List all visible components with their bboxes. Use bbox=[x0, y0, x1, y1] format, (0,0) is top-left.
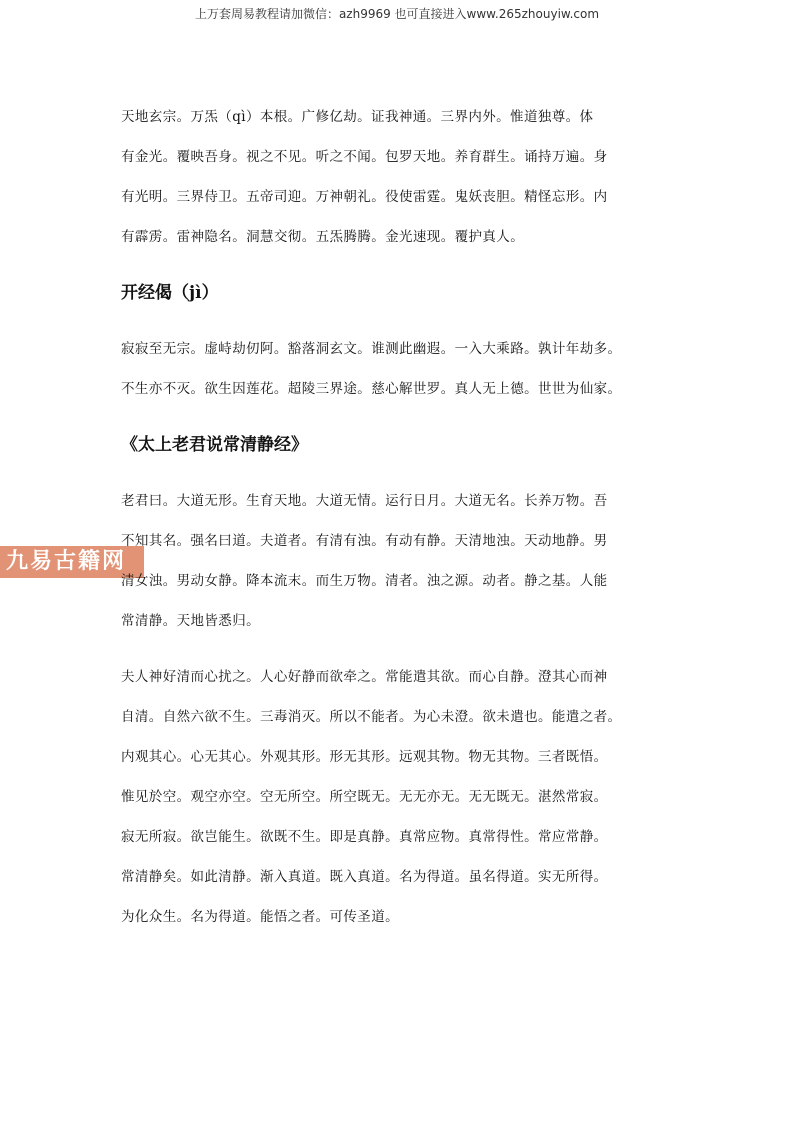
text-line: 自清。自然六欲不生。三毒消灭。所以不能者。为心未澄。欲未遣也。能遣之者。 bbox=[121, 709, 622, 725]
kaijing-paragraph bbox=[121, 332, 681, 412]
document-body bbox=[121, 100, 681, 940]
text-line: 老君曰。大道无形。生育天地。大道无情。运行日月。大道无名。长养万物。吾 bbox=[121, 493, 608, 509]
text-line: 寂寂至无宗。虚峙劫仞阿。豁落洞玄文。谁测此幽遐。一入大乘路。孰计年劫多。 bbox=[121, 341, 622, 357]
sutra-title: 《太上老君说常清静经》 bbox=[121, 435, 308, 455]
sutra-paragraph-2 bbox=[121, 660, 681, 940]
text-line: 清女浊。男动女静。降本流末。而生万物。清者。浊之源。动者。静之基。人能 bbox=[121, 573, 608, 589]
text-line: 有金光。覆映吾身。视之不见。听之不闻。包罗天地。养育群生。诵持万遍。身 bbox=[121, 149, 608, 165]
text-line: 不生亦不灭。欲生因莲花。超陵三界途。慈心解世罗。真人无上德。世世为仙家。 bbox=[121, 381, 622, 397]
text-line: 不知其名。强名曰道。夫道者。有清有浊。有动有静。天清地浊。天动地静。男 bbox=[121, 533, 608, 549]
text-line: 为化众生。名为得道。能悟之者。可传圣道。 bbox=[121, 909, 399, 925]
kaijing-heading: 开经偈（jì） bbox=[121, 283, 219, 303]
text-line: 常清静矣。如此清静。渐入真道。既入真道。名为得道。虽名得道。实无所得。 bbox=[121, 869, 608, 885]
text-line: 夫人神好清而心扰之。人心好静而欲牵之。常能遣其欲。而心自静。澄其心而神 bbox=[121, 669, 608, 685]
sutra-paragraph-1 bbox=[121, 484, 681, 644]
watermark-stamp: 九易古籍网 bbox=[0, 546, 144, 578]
text-line: 惟见於空。观空亦空。空无所空。所空既无。无无亦无。无无既无。湛然常寂。 bbox=[121, 789, 608, 805]
text-line: 天地玄宗。万炁（qì）本根。广修亿劫。证我神通。三界内外。惟道独尊。体 bbox=[121, 109, 594, 125]
text-line: 内观其心。心无其心。外观其形。形无其形。远观其物。物无其物。三者既悟。 bbox=[121, 749, 608, 765]
invocation-paragraph bbox=[121, 100, 681, 260]
text-line: 有霹雳。雷神隐名。洞慧交彻。五炁腾腾。金光速现。覆护真人。 bbox=[121, 229, 525, 245]
text-line: 寂无所寂。欲岂能生。欲既不生。即是真静。真常应物。真常得性。常应常静。 bbox=[121, 829, 608, 845]
text-line: 常清静。天地皆悉归。 bbox=[121, 613, 260, 629]
page-header: 上万套周易教程请加微信：azh9969 也可直接进入www.265zhouyiw.com bbox=[194, 7, 600, 21]
text-line: 有光明。三界侍卫。五帝司迎。万神朝礼。役使雷霆。鬼妖丧胆。精怪忘形。内 bbox=[121, 189, 608, 205]
